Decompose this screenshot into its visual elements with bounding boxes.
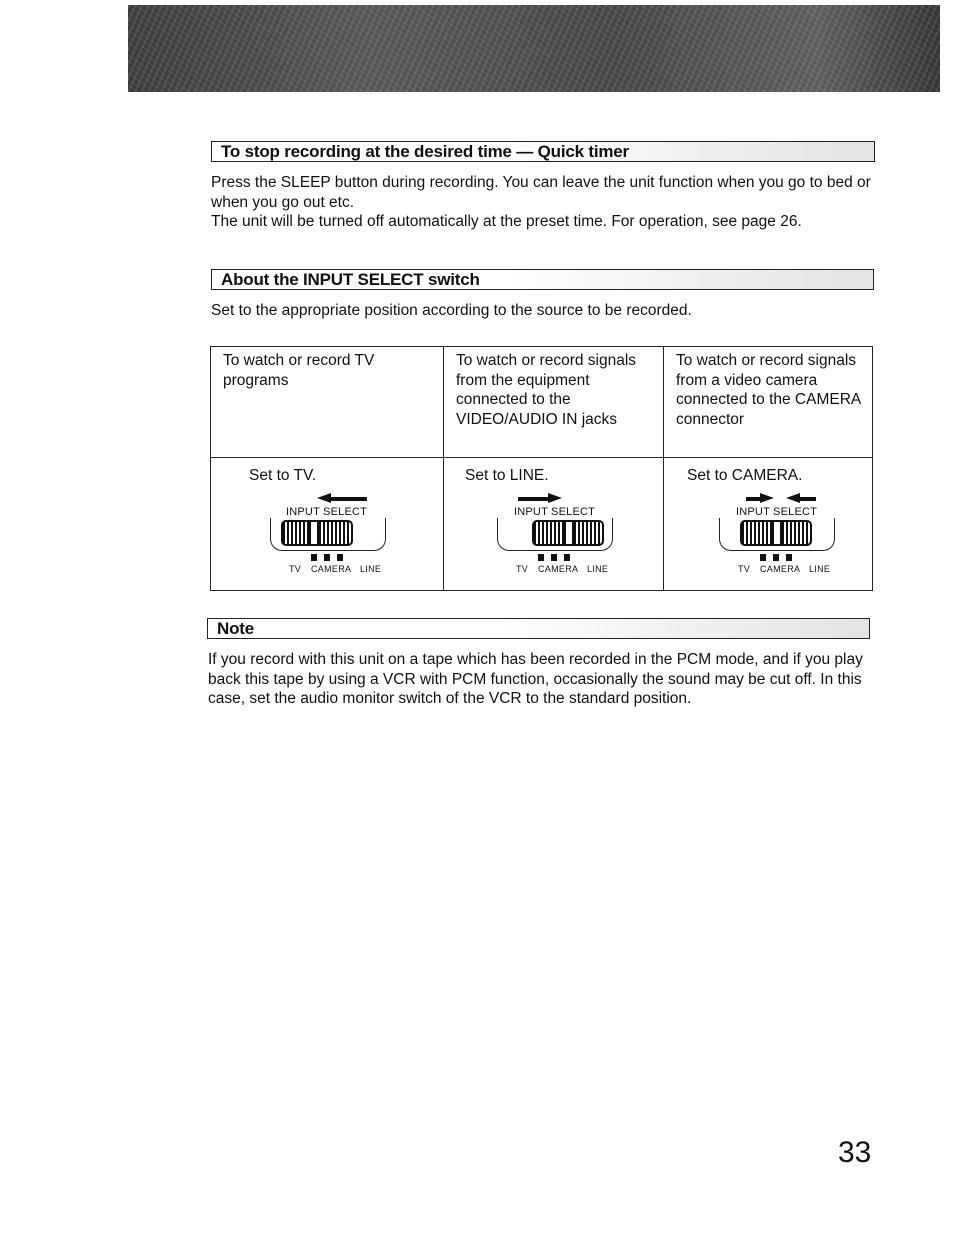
position-label-line: LINE [587,564,609,574]
quick-timer-paragraph-1: Press the SLEEP button during recording. You can leave the unit function when you go to bed or when you go out etc. [211,174,871,211]
setting-label-line: Set to LINE. [465,467,549,484]
arrow-left-icon [317,495,367,503]
position-label-tv: TV [289,564,302,574]
quick-timer-paragraph-2: The unit will be turned off automatically at the preset time. For operation, see page 26. [211,213,802,230]
position-dots-icon [760,554,800,562]
input-select-switch-camera [719,518,835,551]
section-heading-text: About the INPUT SELECT switch [221,270,480,289]
switch-knob-icon [740,520,812,546]
switch-label: INPUT SELECT [736,506,818,518]
arrow-left-icon [786,495,816,503]
section-heading-quick-timer [211,141,875,162]
setting-label-camera: Set to CAMERA. [687,467,803,484]
header-banner [128,5,940,92]
page-number: 33 [838,1136,872,1169]
position-label-tv: TV [516,564,529,574]
position-label-camera: CAMERA [760,564,801,574]
table-cell-tv-setting [211,458,444,591]
setting-label-tv: Set to TV. [249,467,317,484]
position-dots-icon [311,554,351,562]
table-cell-camera-setting [664,458,873,591]
table-cell-camera-description: To watch or record signals from a video camera connected to the CAMERA connector [664,347,873,458]
position-label-line: LINE [809,564,831,574]
position-label-camera: CAMERA [311,564,352,574]
note-paragraph: If you record with this unit on a tape which has been recorded in the PCM mode, and if you play back this tape by using a VCR with PCM function, occasionally the sound may be cut off. In this case, set the audio monitor switch of the VCR to the standard position. [208,651,863,707]
input-select-table [210,346,873,591]
switch-label: INPUT SELECT [286,506,368,518]
table-cell-line-description: To watch or record signals from the equipment connected to the VIDEO/AUDIO IN jacks [444,347,664,458]
input-select-intro: Set to the appropriate position according to the source to be recorded. [211,302,692,319]
table-cell-line-setting [444,458,664,591]
table-row-descriptions [211,347,873,458]
section-heading-text: Note [217,619,254,638]
input-select-switch-line [497,518,613,551]
table-cell-tv-description: To watch or record TV programs [211,347,444,458]
input-select-switch-tv [270,518,386,551]
switch-label: INPUT SELECT [514,506,596,518]
arrow-right-icon [518,495,562,503]
section-heading-input-select [211,269,874,290]
position-label-tv: TV [738,564,751,574]
position-label-camera: CAMERA [538,564,579,574]
switch-knob-icon [281,520,353,546]
section-heading-note [207,618,870,639]
position-label-line: LINE [360,564,382,574]
position-dots-icon [538,554,578,562]
switch-knob-icon [532,520,604,546]
table-row-settings [211,458,873,591]
arrow-right-icon [746,495,774,503]
section-heading-text: To stop recording at the desired time — Quick timer [221,142,629,161]
